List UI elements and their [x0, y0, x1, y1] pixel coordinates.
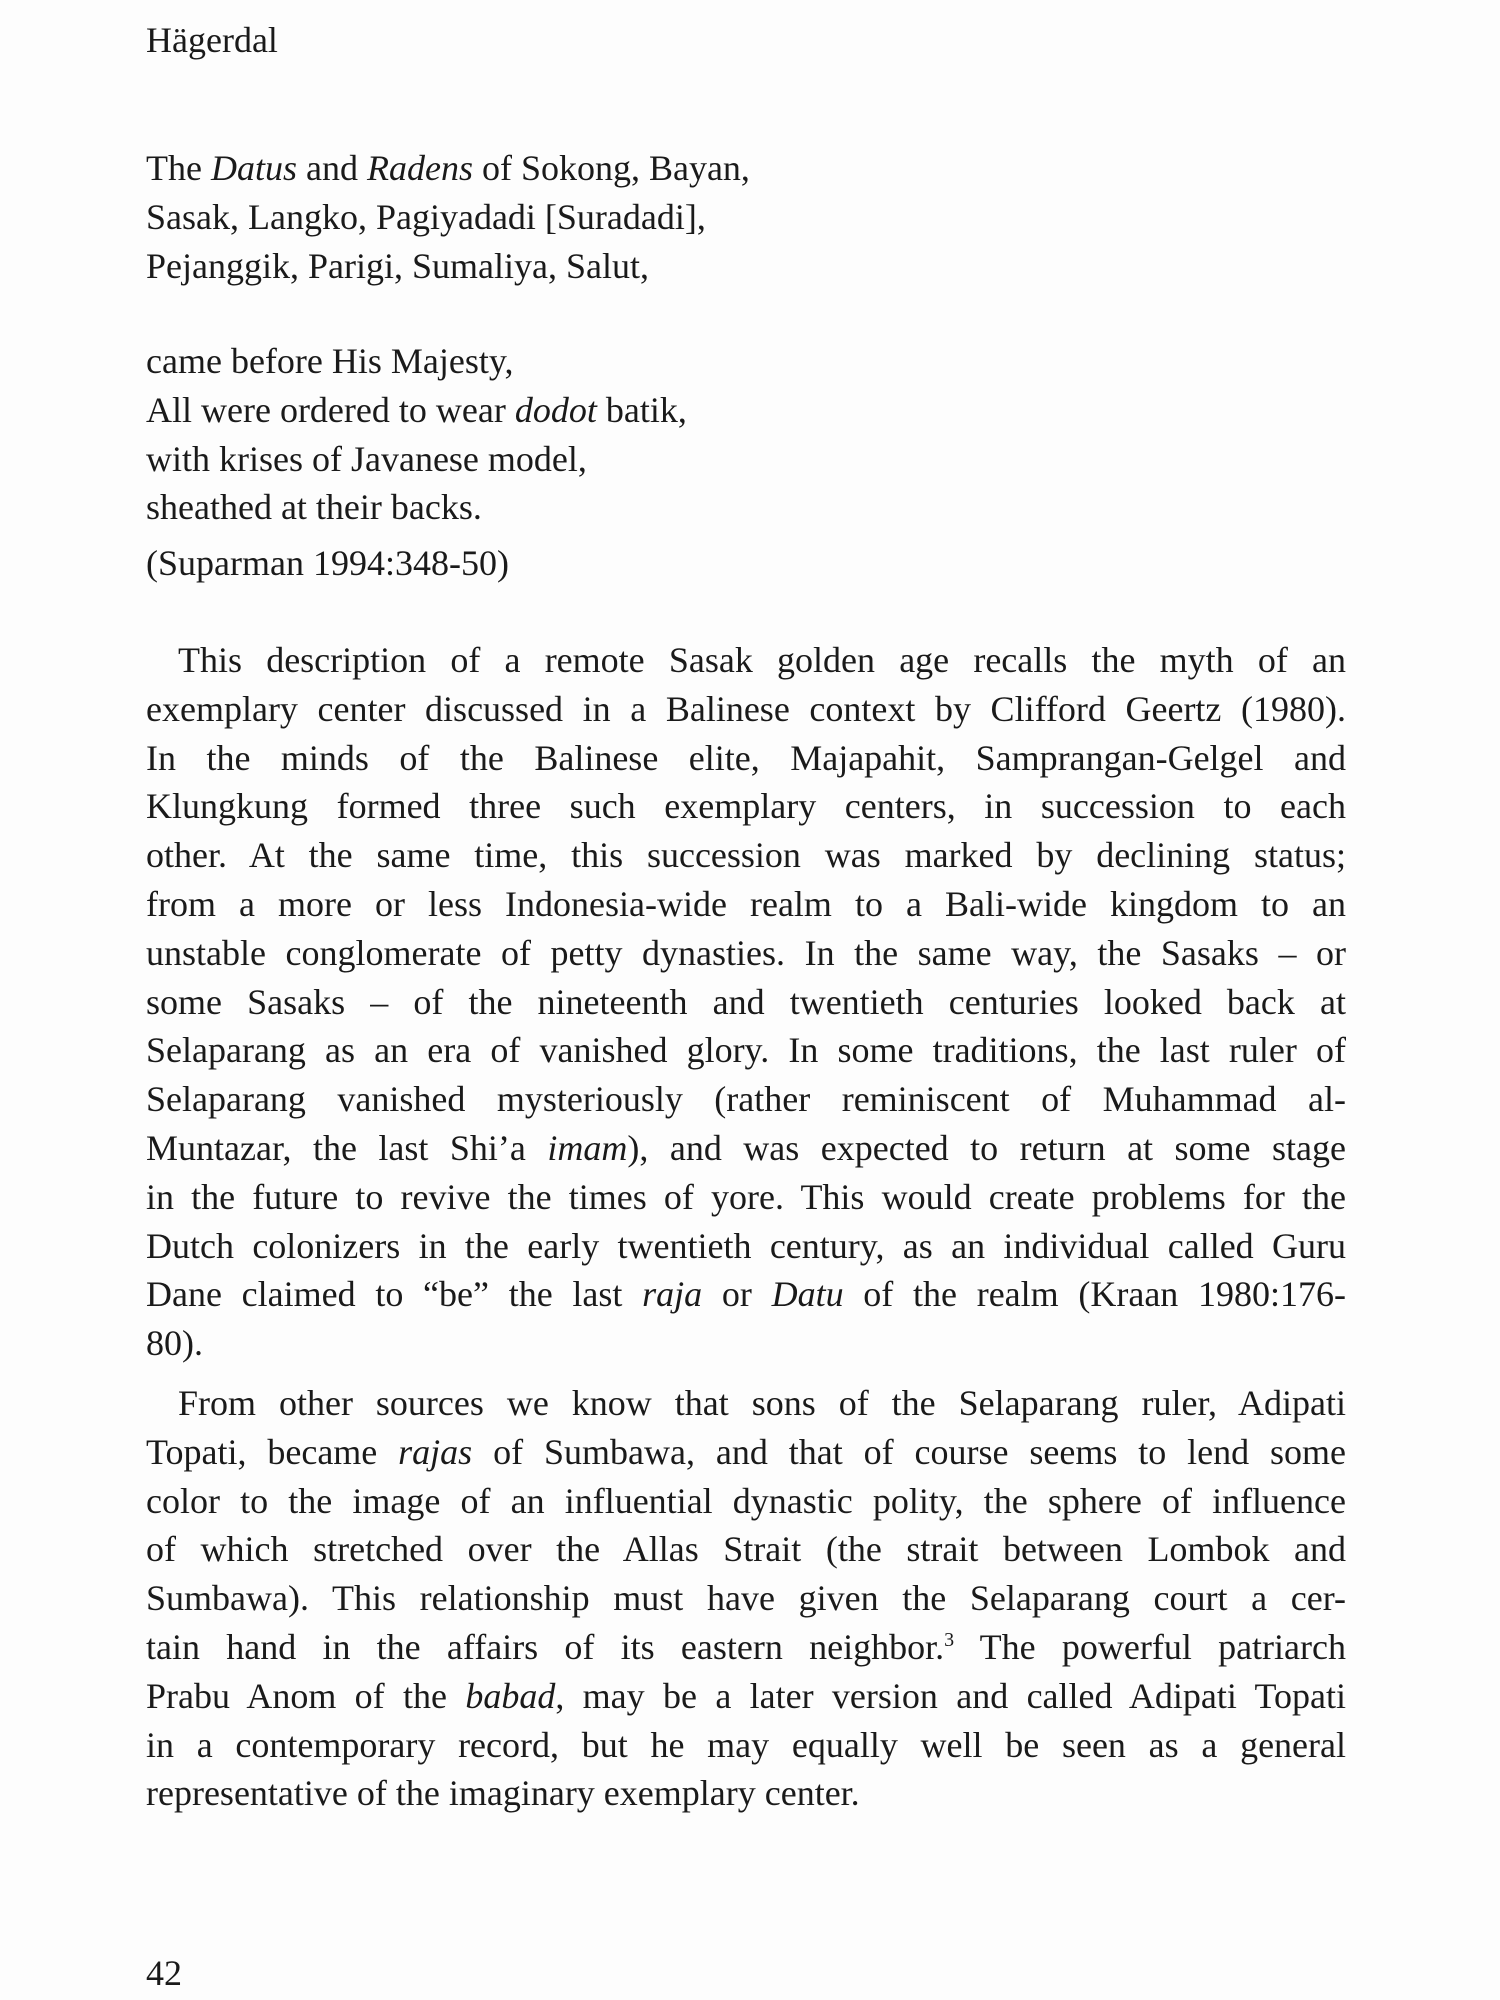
text-run: The powerful patriarch	[954, 1626, 1346, 1667]
text-run: tain hand in the affairs of its eastern neighbor.	[146, 1626, 945, 1667]
text-run: some Sasaks – of the nineteenth and twentieth centuries looked back at	[146, 981, 1346, 1022]
text-run: Selaparang as an era of vanished glory. In some traditions, the last ruler of	[146, 1030, 1346, 1071]
text-line	[146, 539, 1346, 588]
text-line	[146, 1623, 1346, 1672]
text-run: or	[702, 1274, 772, 1315]
text-run: with krises of Javanese model,	[146, 438, 587, 479]
text-run: Topati, became	[146, 1431, 399, 1472]
italic-term: raja	[642, 1274, 703, 1315]
text-line	[146, 1672, 1346, 1721]
text-run: Dane claimed to “be” the last	[146, 1274, 643, 1315]
text-line	[146, 1173, 1346, 1222]
text-run: color to the image of an influential dynastic polity, the sphere of influence	[146, 1480, 1346, 1521]
text-line	[146, 242, 1346, 291]
verse-stanza-2	[146, 337, 1346, 532]
text-line	[146, 1319, 1346, 1368]
text-line	[146, 1075, 1346, 1124]
text-run: exemplary center discussed in a Balinese context by Clifford Geertz (1980).	[146, 688, 1346, 729]
text-run: This description of a remote Sasak golden age recalls the myth of an	[178, 640, 1346, 680]
text-line	[146, 929, 1346, 978]
italic-term: rajas	[398, 1431, 473, 1472]
text-line	[146, 1769, 1346, 1818]
text-run: sheathed at their backs.	[146, 487, 482, 528]
text-run: All were ordered to wear	[146, 389, 515, 430]
italic-term: Datus	[210, 148, 297, 188]
text-line	[146, 636, 1346, 685]
italic-term: imam	[547, 1127, 628, 1168]
text-line	[146, 483, 1346, 532]
text-line	[146, 337, 1346, 386]
body-paragraph-2	[146, 1379, 1346, 1818]
text-run: unstable conglomerate of petty dynasties. In the same way, the Sasaks – or	[146, 932, 1346, 973]
text-run: other. At the same time, this succession was marked by declining status;	[146, 835, 1346, 876]
text-line	[146, 1525, 1346, 1574]
text-line	[146, 1270, 1346, 1319]
text-line	[146, 880, 1346, 929]
page-number-text: 42	[146, 1953, 182, 1993]
text-run: In the minds of the Balinese elite, Majapahit, Samprangan-Gelgel and	[146, 737, 1346, 778]
text-run: and	[296, 148, 367, 188]
text-line	[146, 1721, 1346, 1770]
text-line	[146, 685, 1346, 734]
text-line	[146, 1124, 1346, 1173]
text-run: representative of the imaginary exemplary center.	[146, 1773, 860, 1814]
text-run: ), and was expected to return at some stage	[627, 1127, 1346, 1168]
text-run: Selaparang vanished mysteriously (rather reminiscent of Muhammad al-	[146, 1079, 1346, 1120]
page-number	[146, 1949, 1346, 1998]
body-paragraph-1	[146, 636, 1346, 1368]
text-line	[146, 386, 1346, 435]
text-run: Sasak, Langko, Pagiyadadi [Suradadi],	[146, 196, 706, 237]
text-run: in a contemporary record, but he may equally well be seen as a general	[146, 1724, 1346, 1765]
text-run: of the realm (Kraan 1980:176-	[843, 1274, 1347, 1315]
text-line	[146, 831, 1346, 880]
footnote-marker: 3	[944, 1628, 955, 1651]
text-run: Sumbawa). This relationship must have given the Selaparang court a cer-	[146, 1578, 1346, 1619]
text-line	[146, 1222, 1346, 1271]
text-line	[146, 734, 1346, 783]
text-run: Muntazar, the last Shi’a	[146, 1127, 548, 1168]
text-run: of which stretched over the Allas Strait (the strait between Lombok and	[146, 1529, 1346, 1570]
text-run: in the future to revive the times of yore. This would create problems for the	[146, 1176, 1346, 1217]
text-line	[146, 1428, 1346, 1477]
text-line	[146, 144, 1346, 193]
text-run: (Suparman 1994:348-50)	[146, 543, 509, 583]
text-run: of Sokong, Bayan,	[472, 148, 750, 188]
text-run: Dutch colonizers in the early twentieth century, as an individual called Guru	[146, 1225, 1346, 1266]
text-line	[146, 1379, 1346, 1428]
text-line	[146, 1026, 1346, 1075]
text-run: Klungkung formed three such exemplary centers, in succession to each	[146, 786, 1346, 827]
text-run: Prabu Anom of the	[146, 1675, 466, 1716]
text-run: of Sumbawa, and that of course seems to lend some	[472, 1431, 1346, 1472]
text-run: From other sources we know that sons of the Selaparang ruler, Adipati	[178, 1383, 1346, 1423]
italic-term: dodot	[514, 389, 597, 430]
text-run: 80).	[146, 1323, 203, 1364]
verse-stanza-1	[146, 144, 1346, 290]
text-line	[146, 1574, 1346, 1623]
text-run: The	[146, 148, 211, 188]
text-line	[146, 435, 1346, 484]
text-run: from a more or less Indonesia-wide realm to a Bali-wide kingdom to an	[146, 883, 1346, 924]
running-head	[146, 16, 1346, 65]
text-line	[146, 193, 1346, 242]
italic-term: Radens	[366, 148, 473, 188]
text-run: Pejanggik, Parigi, Sumaliya, Salut,	[146, 245, 649, 286]
text-run: came before His Majesty,	[146, 341, 514, 381]
text-line	[146, 978, 1346, 1027]
text-line	[146, 782, 1346, 831]
text-run: , may be a later version and called Adipati Topati	[555, 1675, 1346, 1716]
running-head-text: Hägerdal	[146, 20, 278, 60]
italic-term: babad	[465, 1675, 556, 1716]
italic-term: Datu	[771, 1274, 844, 1315]
verse-citation	[146, 539, 1346, 588]
text-line	[146, 1477, 1346, 1526]
text-run: batik,	[596, 389, 687, 430]
